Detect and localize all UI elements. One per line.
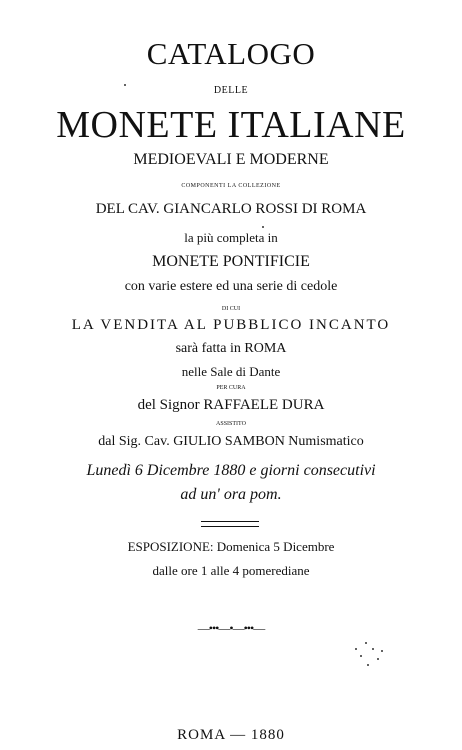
subtitle-medioevali: MEDIOEVALI E MODERNE	[133, 151, 329, 168]
sale-di-dante-line: nelle Sale di Dante	[181, 364, 281, 379]
speck-1	[365, 642, 367, 644]
title-catalogo: CATALOGO	[146, 36, 316, 71]
speck-6	[381, 650, 383, 652]
per-cura-line: PER CURA	[216, 385, 246, 391]
speck-8	[124, 84, 126, 86]
componenti-line: COMPONENTI LA COLLEZIONE	[181, 183, 281, 189]
collector-line: DEL CAV. GIANCARLO ROSSI DI ROMA	[95, 201, 367, 217]
varie-estere-line: con varie estere ed una serie di cedole	[124, 279, 338, 294]
assistito-line: ASSISTITO	[216, 421, 246, 427]
speck-9	[262, 226, 264, 228]
di-cui-line: DI CUI	[221, 306, 241, 312]
speck-2	[372, 648, 374, 650]
date-line: Lunedì 6 Dicembre 1880 e giorni consecutivi	[86, 462, 376, 479]
speck-5	[367, 664, 369, 666]
ornament-divider: —•••—•—•••—	[197, 621, 265, 635]
orario-line: dalle ore 1 alle 4 pomerediane	[152, 563, 310, 578]
esposizione-line: ESPOSIZIONE: Domenica 5 Dicembre	[127, 539, 335, 554]
title-monete-italiane: MONETE ITALIANE	[56, 104, 406, 146]
monete-pontificie-line: MONETE PONTIFICIE	[152, 253, 310, 270]
speck-7	[355, 648, 357, 650]
sambon-line: dal Sig. Cav. GIULIO SAMBON Numismatico	[98, 434, 364, 449]
footer-imprint: ROMA — 1880	[177, 727, 285, 743]
raffaele-dura-line: del Signor RAFFAELE DURA	[137, 397, 325, 413]
vendita-line: LA VENDITA AL PUBBLICO INCANTO	[71, 317, 391, 333]
ora-line: ad un' ora pom.	[180, 486, 282, 503]
double-rule-bottom	[201, 526, 259, 527]
sara-fatta-line: sarà fatta in ROMA	[175, 341, 287, 356]
piu-completa-line: la più completa in	[184, 230, 278, 245]
double-rule-top	[201, 521, 259, 522]
speck-3	[360, 655, 362, 657]
speck-4	[377, 658, 379, 660]
title-delle: DELLE	[213, 85, 249, 96]
